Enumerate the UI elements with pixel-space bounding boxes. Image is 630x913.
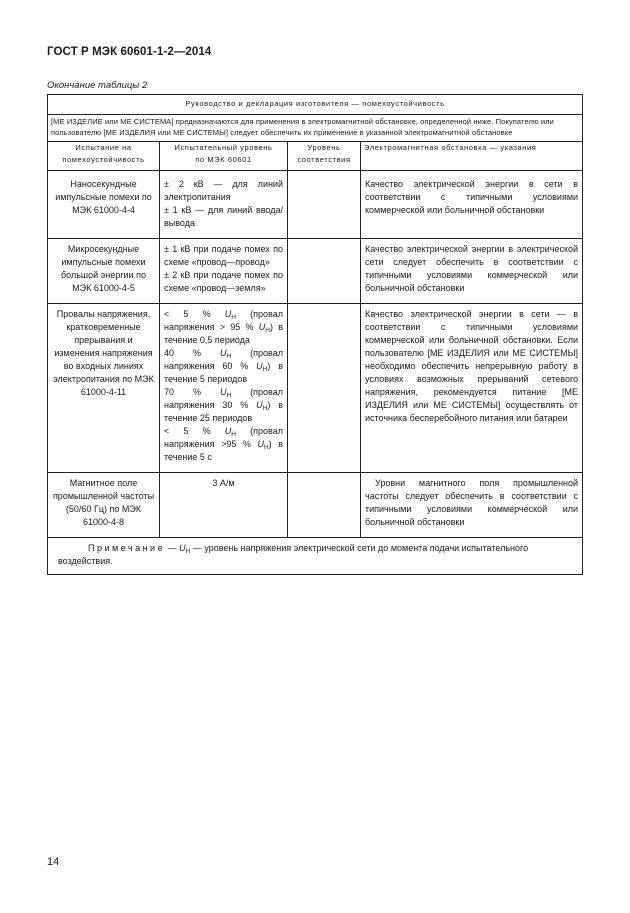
level-text: (провал напряжения 60 % — [164, 348, 283, 371]
column-headers — [48, 142, 583, 171]
col-header-compliance-line: соответствия — [297, 155, 351, 164]
col-header-test-line: помехоустойчивость — [62, 155, 145, 164]
level-line: ± 1 кВ при подаче помех по схеме «провод—провод» — [164, 244, 283, 267]
col-header-compliance — [288, 142, 361, 171]
cell-compliance — [288, 473, 361, 538]
col-header-level — [160, 142, 288, 171]
cell-environment: Уровни магнитного поля промышленной частоты следует обеспечить в соответствии с типичными условиями коммерческой или больничной обстановки — [361, 473, 583, 538]
level-line: 3 А/м — [212, 478, 235, 488]
cell-level — [160, 174, 288, 239]
table-intro: [МЕ ИЗДЕЛИЕ или МЕ СИСТЕМА] предназначаются для применения в электромагнитной обстановке, определенной ниже. Покупателю или пользователю [МЕ ИЗДЕЛИЯ или МЕ СИСТЕМЫ] следует обеспечить их применение в указанной электромагнитной обстановке — [48, 115, 583, 142]
col-header-test — [48, 142, 160, 171]
table-row — [48, 473, 583, 538]
cell-compliance — [288, 304, 361, 473]
level-line: ± 2 кВ при подаче помех по схеме «провод—земля» — [164, 270, 283, 293]
table-title: Руководство и декларация изготовителя — помехоустойчивость — [48, 95, 583, 115]
table-row — [48, 304, 583, 473]
level-text: ) в течение 5 с — [164, 439, 284, 462]
cell-test: Микросекундные импульсные помехи большой энергии по МЭК 61000-4-5 — [48, 239, 160, 304]
level-text: (провал напряжения >95 % — [164, 426, 283, 449]
voltage-symbol: U — [258, 322, 266, 332]
cell-test: Провалы напряжения, кратковременные прерывания и изменения напряжения во входных линиях электропитания по МЭК 61000-4-11 — [48, 304, 160, 473]
level-text: ) в течение 0,5 периода — [164, 322, 284, 345]
table-row — [48, 174, 583, 239]
voltage-symbol: U — [256, 400, 263, 410]
voltage-symbol: U — [219, 348, 227, 358]
level-line — [164, 386, 283, 425]
cell-level — [160, 304, 288, 473]
level-text: ) в течение 5 периодов — [164, 361, 283, 384]
voltage-subscript: H — [231, 431, 236, 438]
level-line — [164, 347, 283, 386]
voltage-symbol: U — [224, 309, 232, 319]
level-line: ± 2 кВ — для линий электропитания — [164, 179, 283, 202]
cell-test: Магнитное поле промышленной частоты (50/60 Гц) по МЭК 61000-4-8 — [48, 473, 160, 538]
col-header-compliance-line: Уровень — [307, 143, 341, 152]
voltage-symbol: U — [224, 426, 232, 436]
col-header-test-line: Испытание на — [75, 143, 132, 152]
cell-environment: Качество электрической энергии в сети в соответствии с типичными условиями коммерческой или больничной обстановки — [361, 174, 583, 239]
level-text: (провал напряжения > 95 % — [164, 309, 283, 332]
voltage-subscript: H — [262, 366, 268, 373]
col-header-level-line: по МЭК 60601 — [195, 155, 252, 164]
voltage-subscript: H — [265, 327, 270, 334]
level-text: < 5 % — [164, 309, 225, 319]
level-text: 70 % — [164, 387, 220, 397]
table-note — [48, 538, 583, 575]
voltage-symbol: U — [179, 543, 186, 553]
voltage-symbol: U — [256, 361, 263, 371]
col-header-level-line: Испытательный уровень — [174, 143, 273, 152]
voltage-subscript: H — [226, 392, 232, 399]
document-header: ГОСТ Р МЭК 60601-1-2—2014 — [47, 46, 212, 58]
voltage-subscript: H — [263, 444, 269, 451]
voltage-symbol: U — [257, 439, 264, 449]
level-text: 40 % — [164, 348, 220, 358]
cell-test: Наносекундные импульсные помехи по МЭК 61000-4-4 — [48, 174, 160, 239]
level-text: (провал напряжения 30 % — [164, 387, 283, 410]
level-text: ) в течение 25 периодов — [164, 400, 283, 423]
voltage-symbol: U — [219, 387, 227, 397]
cell-environment: Качество электрической энергии в электрической сети следует обеспечить в соответствии с типичными условиями коммерческой или больничной обстановки — [361, 239, 583, 304]
cell-environment: Качество электрической энергии в сети — в соответствии с типичными условиями коммерческой или больничной обстановки. Если пользователю [МЕ ИЗДЕЛИЯ или МЕ СИСТЕМЫ] необходимо обеспечить непрерывную работу в условиях возможных прерываний сетевого напряжения, рекомендуется питание [МЕ ИЗДЕЛИЯ или МЕ СИСТЕМЫ] осуществлять от источника бесперебойного питания или батареи — [361, 304, 583, 473]
level-line — [164, 308, 283, 347]
level-line — [164, 425, 283, 464]
table-row — [48, 239, 583, 304]
note-dash: — — [165, 543, 180, 553]
table-caption: Окончание таблицы 2 — [47, 80, 148, 91]
cell-level — [160, 473, 288, 538]
level-line: ± 1 кВ — для линий ввода/вывода — [164, 205, 283, 228]
note-label: Примечание — [88, 543, 166, 553]
note-text: — уровень напряжения электрической сети до момента подачи испытательного воздействия. — [58, 543, 529, 566]
level-text: < 5 % — [164, 426, 225, 436]
page-number: 14 — [47, 856, 60, 868]
voltage-subscript: H — [262, 405, 268, 412]
immunity-table — [47, 94, 583, 575]
voltage-subscript: H — [185, 548, 191, 555]
cell-compliance — [288, 239, 361, 304]
col-header-environment: Электромагнитная обстановка — указания — [361, 142, 583, 171]
cell-compliance — [288, 174, 361, 239]
voltage-subscript: H — [231, 314, 236, 321]
voltage-subscript: H — [226, 353, 232, 360]
cell-level — [160, 239, 288, 304]
